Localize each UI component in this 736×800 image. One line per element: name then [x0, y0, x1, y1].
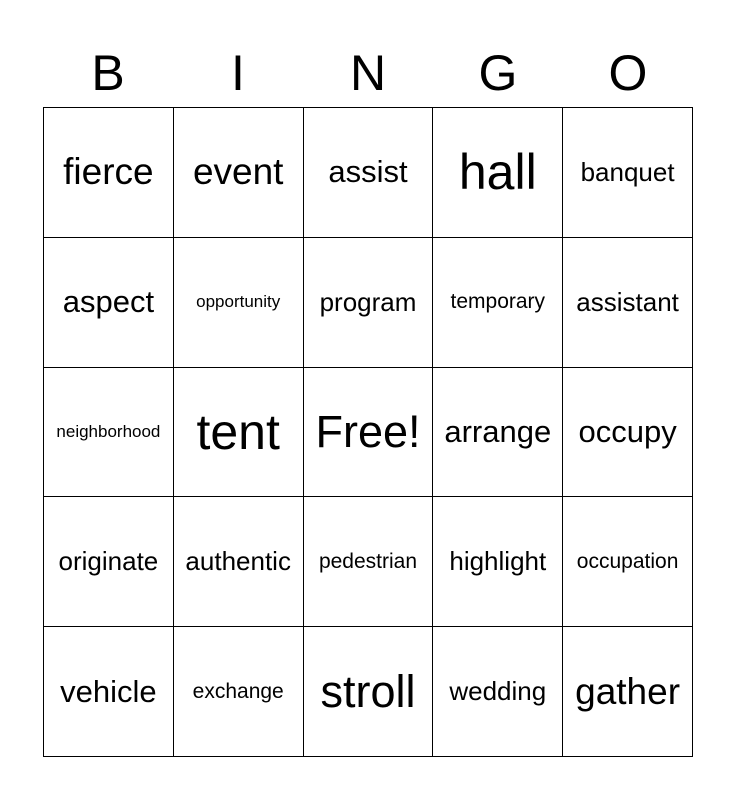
cell-word: program — [319, 286, 417, 317]
bingo-cell[interactable] — [44, 108, 174, 238]
cell-word: hall — [458, 144, 537, 201]
cell-word: tent — [196, 403, 280, 460]
bingo-header — [43, 40, 693, 106]
header-letter-g: G — [478, 45, 518, 101]
cell-word: assistant — [576, 286, 679, 317]
header-letter-i: I — [231, 45, 245, 101]
bingo-cell[interactable] — [433, 108, 563, 238]
bingo-cell[interactable] — [174, 627, 304, 757]
cell-word: gather — [575, 670, 681, 712]
bingo-cell[interactable] — [174, 238, 304, 368]
cell-word: wedding — [449, 676, 547, 707]
cell-word: exchange — [192, 679, 284, 703]
bingo-cell[interactable] — [433, 627, 563, 757]
bingo-cell[interactable] — [174, 108, 304, 238]
bingo-cell[interactable] — [44, 497, 174, 627]
cell-word: arrange — [444, 413, 552, 449]
cell-word: opportunity — [196, 292, 281, 312]
cell-word: occupy — [578, 413, 677, 449]
cell-word: authentic — [185, 546, 291, 577]
bingo-cell[interactable] — [563, 497, 693, 627]
bingo-board — [43, 107, 693, 757]
cell-word: event — [192, 151, 284, 193]
bingo-cell[interactable] — [433, 497, 563, 627]
cell-word: assist — [328, 154, 408, 190]
cell-word: originate — [58, 546, 159, 577]
header-letter-n: N — [349, 45, 387, 101]
bingo-cell[interactable] — [563, 368, 693, 498]
bingo-cell[interactable] — [44, 238, 174, 368]
bingo-cell[interactable] — [304, 497, 434, 627]
cell-word: vehicle — [60, 673, 157, 709]
cell-word: temporary — [450, 290, 546, 314]
header-letter-b: B — [91, 45, 125, 101]
cell-word: fierce — [63, 151, 154, 193]
cell-word: occupation — [576, 549, 679, 573]
bingo-cell[interactable] — [563, 108, 693, 238]
bingo-cell[interactable] — [304, 627, 434, 757]
cell-word: pedestrian — [318, 549, 418, 573]
bingo-cell[interactable] — [563, 238, 693, 368]
bingo-cell[interactable] — [44, 627, 174, 757]
free-space[interactable] — [304, 368, 434, 498]
cell-word: aspect — [62, 284, 155, 320]
bingo-cell[interactable] — [304, 238, 434, 368]
free-space-label: Free! — [315, 405, 421, 457]
bingo-cell[interactable] — [433, 238, 563, 368]
bingo-cell[interactable] — [433, 368, 563, 498]
bingo-cell[interactable] — [174, 368, 304, 498]
header-letter-o: O — [608, 45, 648, 101]
bingo-cell[interactable] — [44, 368, 174, 498]
cell-word: neighborhood — [56, 421, 161, 441]
cell-word: stroll — [320, 665, 416, 717]
bingo-cell[interactable] — [563, 627, 693, 757]
bingo-cell[interactable] — [304, 108, 434, 238]
cell-word: banquet — [580, 156, 675, 187]
cell-word: highlight — [449, 546, 547, 577]
bingo-cell[interactable] — [174, 497, 304, 627]
